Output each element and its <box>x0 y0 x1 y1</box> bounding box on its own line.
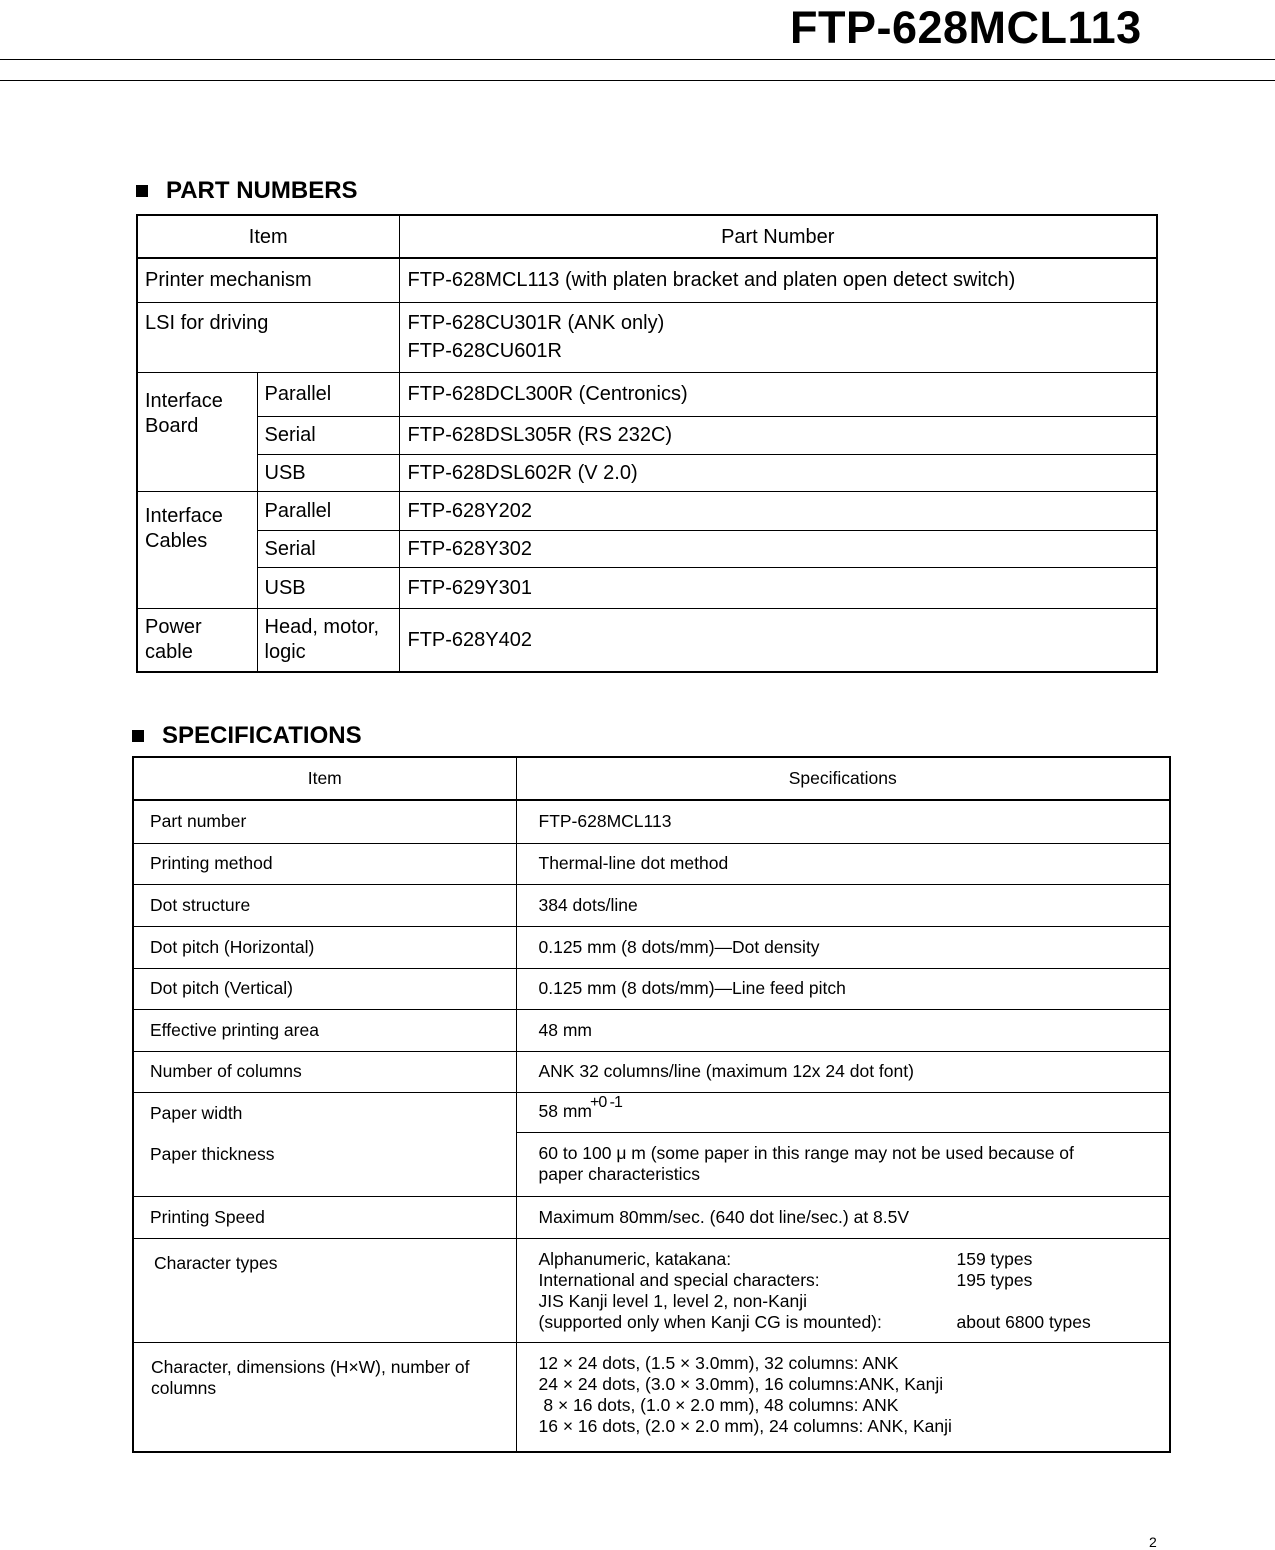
sub-item-label <box>257 608 399 672</box>
table-row <box>137 567 1157 608</box>
group-label-line: cable <box>145 640 193 663</box>
paper-labels <box>133 1092 516 1196</box>
table-row <box>137 608 1157 672</box>
table-row <box>133 1051 1170 1092</box>
spec-value: 48 mm <box>516 1009 1170 1051</box>
spec-label: Paper thickness <box>150 1143 275 1164</box>
sub-item-label: Parallel <box>257 491 399 530</box>
specifications-heading <box>132 722 362 750</box>
lsi-value-2: FTP-628CU601R <box>407 339 563 362</box>
column-header-part-number: Part Number <box>399 215 1157 258</box>
spec-label: Printing method <box>133 843 516 884</box>
spec-value: Maximum 80mm/sec. (640 dot line/sec.) at 8.5V <box>516 1196 1170 1238</box>
square-bullet-icon <box>132 730 144 742</box>
character-type-count: about 6800 types <box>956 1311 1091 1332</box>
character-type-count: 195 types <box>956 1269 1033 1290</box>
column-header-item: Item <box>133 757 516 800</box>
paper-thickness-line: paper characteristics <box>538 1164 700 1184</box>
table-row <box>137 372 1157 416</box>
group-label-line: Board <box>145 414 199 437</box>
item-label: LSI for driving <box>137 302 399 372</box>
column-header-specifications: Specifications <box>516 757 1170 800</box>
lsi-value-1: FTP-628CU301R (ANK only) <box>407 311 665 334</box>
group-label-interface-board <box>137 372 257 491</box>
spec-label: Effective printing area <box>133 1009 516 1051</box>
spec-value: 0.125 mm (8 dots/mm)—Dot density <box>516 926 1170 968</box>
character-type-name: JIS Kanji level 1, level 2, non-Kanji <box>538 1290 807 1311</box>
table-row <box>133 884 1170 926</box>
part-number-value: FTP-628Y302 <box>399 530 1157 567</box>
spec-value <box>516 1342 1170 1452</box>
group-label-line: Cables <box>145 529 208 552</box>
char-dimension-line: 16 × 16 dots, (2.0 × 2.0 mm), 24 columns: ANK, Kanji <box>538 1415 952 1436</box>
table-row <box>133 1342 1170 1452</box>
spec-label: Dot pitch (Vertical) <box>133 968 516 1009</box>
table-row <box>137 416 1157 454</box>
character-type-name: International and special characters: <box>538 1269 820 1290</box>
item-label: Printer mechanism <box>137 258 399 302</box>
table-row <box>133 1092 1170 1132</box>
spec-value: ANK 32 columns/line (maximum 12x 24 dot font) <box>516 1051 1170 1092</box>
spec-value <box>516 1132 1170 1196</box>
sub-item-label: USB <box>257 454 399 491</box>
spec-label: Paper width <box>150 1102 243 1123</box>
character-type-name: Alphanumeric, katakana: <box>538 1248 732 1269</box>
char-dimension-line: 8 × 16 dots, (1.0 × 2.0 mm), 48 columns: ANK <box>538 1394 899 1415</box>
table-row <box>137 530 1157 567</box>
spec-label: Dot structure <box>133 884 516 926</box>
header-rule-top <box>0 59 1275 60</box>
group-label-power-cable <box>137 608 257 672</box>
spec-value <box>516 1238 1170 1342</box>
table-row <box>137 258 1157 302</box>
column-header-item: Item <box>137 215 399 258</box>
character-type-name: (supported only when Kanji CG is mounted): <box>538 1311 882 1332</box>
header-rule-bottom <box>0 80 1275 81</box>
part-number-value: FTP-628DSL602R (V 2.0) <box>399 454 1157 491</box>
table-row <box>133 1196 1170 1238</box>
part-number-value: FTP-628MCL113 (with platen bracket and platen open detect switch) <box>399 258 1157 302</box>
table-row <box>137 491 1157 530</box>
sub-item-label-line: Head, motor, <box>264 615 380 638</box>
character-type-count: 159 types <box>956 1248 1033 1269</box>
part-number-value: FTP-628DCL300R (Centronics) <box>399 372 1157 416</box>
part-numbers-heading-text: PART NUMBERS <box>166 177 358 204</box>
part-number-value: FTP-628DSL305R (RS 232C) <box>399 416 1157 454</box>
square-bullet-icon <box>136 185 148 197</box>
part-number-value: FTP-628Y402 <box>399 608 1157 672</box>
part-number-value: FTP-629Y301 <box>399 567 1157 608</box>
table-row <box>133 926 1170 968</box>
sub-item-label: Serial <box>257 530 399 567</box>
table-row <box>133 1238 1170 1342</box>
sub-item-label: Parallel <box>257 372 399 416</box>
spec-label-line: Character, dimensions (H×W), number of <box>151 1356 470 1377</box>
table-row <box>137 454 1157 491</box>
specifications-heading-text: SPECIFICATIONS <box>162 722 362 749</box>
spec-value <box>516 1092 1170 1132</box>
part-number-value: FTP-628Y202 <box>399 491 1157 530</box>
table-header-row <box>137 215 1157 258</box>
group-label-interface-cables <box>137 491 257 608</box>
spec-label: Number of columns <box>133 1051 516 1092</box>
document-title: FTP-628MCL113 <box>790 2 1142 53</box>
spec-value: 0.125 mm (8 dots/mm)—Line feed pitch <box>516 968 1170 1009</box>
spec-label: Printing Speed <box>133 1196 516 1238</box>
spec-label-line: columns <box>151 1377 217 1398</box>
spec-value: FTP-628MCL113 <box>516 800 1170 843</box>
specifications-table <box>132 756 1171 1453</box>
paper-thickness-line: 60 to 100 μ m (some paper in this range may not be used because of <box>538 1143 1074 1163</box>
page-number: 2 <box>1149 1534 1157 1550</box>
spec-label: Character types <box>133 1238 516 1342</box>
paper-width-tolerance: +0 -1 <box>589 1094 622 1111</box>
char-dimension-line: 24 × 24 dots, (3.0 × 3.0mm), 16 columns:ANK, Kanji <box>538 1373 944 1394</box>
paper-width-value: 58 mm <box>538 1101 592 1121</box>
group-label-line: Interface <box>145 389 223 412</box>
table-row <box>133 843 1170 884</box>
table-row <box>137 302 1157 372</box>
sub-item-label: USB <box>257 567 399 608</box>
spec-label <box>133 1342 516 1452</box>
table-header-row <box>133 757 1170 800</box>
spec-label: Dot pitch (Horizontal) <box>133 926 516 968</box>
char-dimension-line: 12 × 24 dots, (1.5 × 3.0mm), 32 columns: ANK <box>538 1352 899 1373</box>
sub-item-label-line: logic <box>264 640 306 663</box>
table-row <box>133 1009 1170 1051</box>
spec-value: Thermal-line dot method <box>516 843 1170 884</box>
sub-item-label: Serial <box>257 416 399 454</box>
part-numbers-table <box>136 214 1158 673</box>
group-label-line: Interface <box>145 504 223 527</box>
spec-value: 384 dots/line <box>516 884 1170 926</box>
character-type-count <box>957 1291 1160 1312</box>
spec-label: Part number <box>133 800 516 843</box>
table-row <box>133 800 1170 843</box>
part-numbers-heading <box>136 177 358 205</box>
character-types-list <box>539 1249 1160 1333</box>
part-number-value <box>399 302 1157 372</box>
group-label-line: Power <box>145 615 202 638</box>
table-row <box>133 968 1170 1009</box>
